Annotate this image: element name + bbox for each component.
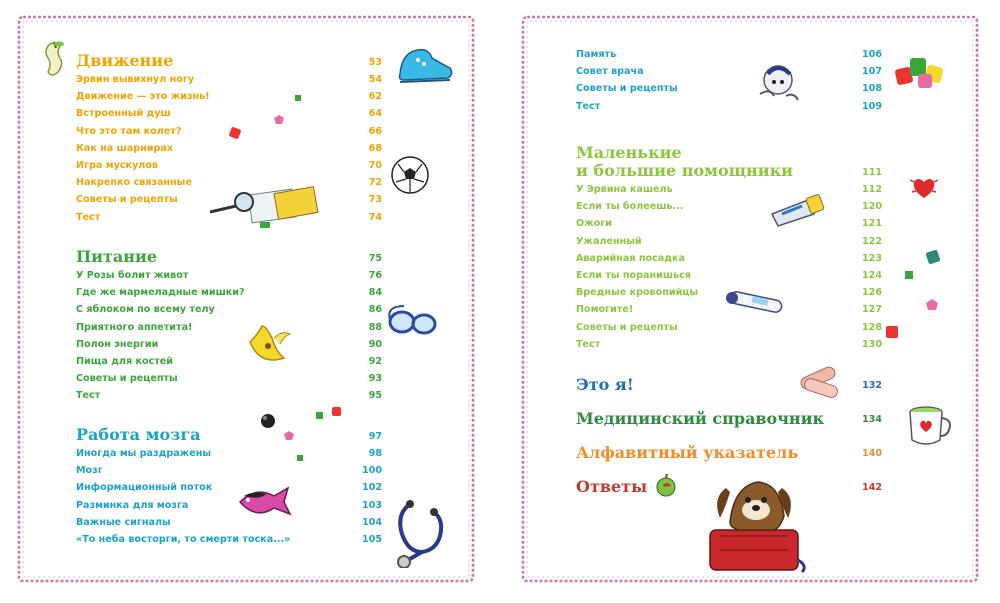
toc-entry-page: 105 — [361, 533, 382, 545]
toc-entry[interactable] — [76, 106, 382, 123]
toc-entry-title: Пища для костей — [76, 355, 174, 367]
toc-list — [76, 268, 382, 406]
toc-entry-title: Информационный поток — [76, 482, 213, 494]
toc-entry[interactable] — [76, 388, 382, 405]
toc-major-title: Это я! — [576, 375, 634, 394]
toc-entry-page: 124 — [861, 269, 882, 281]
toc-entry-page: 107 — [861, 66, 882, 78]
toc-entry-page: 68 — [368, 142, 382, 154]
toc-entry-page: 104 — [361, 516, 382, 528]
section-page: 97 — [368, 431, 382, 442]
section-page: 111 — [862, 167, 882, 178]
toc-entry-page: 92 — [368, 355, 382, 367]
toc-entry-page: 112 — [861, 184, 882, 195]
toc-entry-page: 74 — [368, 211, 382, 223]
toc-entry[interactable] — [76, 532, 382, 549]
toc-entry[interactable] — [576, 64, 882, 81]
toc-entry-page: 108 — [861, 83, 882, 95]
section-brain — [76, 422, 382, 549]
bandage-icon — [752, 54, 802, 108]
dog-suitcase-icon — [700, 476, 812, 574]
toc-entry-page: 109 — [861, 100, 882, 112]
toc-major-title: Алфавитный указатель — [576, 443, 799, 462]
toc-entry-page: 121 — [861, 218, 882, 230]
toc-entry-page: 72 — [368, 177, 382, 189]
ointment-tube-icon — [766, 192, 826, 228]
toc-entry-page: 95 — [368, 390, 382, 402]
toc-major-page: 132 — [862, 380, 882, 391]
toc-entry-title: У Розы болит живот — [76, 270, 189, 281]
toc-entry-title: Приятного аппетита! — [76, 321, 193, 333]
section-nutrition — [76, 244, 382, 406]
toc-entry-page: 62 — [368, 91, 382, 103]
toc-entry[interactable] — [76, 515, 382, 532]
toc-entry-title: Как на шарнирах — [76, 142, 174, 154]
left-page — [16, 14, 476, 584]
toc-entry-title: Ожоги — [576, 218, 613, 230]
section-title[interactable]: Питание — [76, 247, 158, 266]
toc-entry-title: Советы и рецепты — [76, 194, 178, 206]
thermometer-icon — [722, 288, 788, 316]
toc-entry[interactable] — [76, 354, 382, 371]
toc-major-entry[interactable] — [576, 434, 882, 468]
toc-entry-title: Что это там колет? — [76, 125, 182, 137]
toc-entry-page: 130 — [861, 338, 882, 350]
toc-entry-title: Полон энергии — [76, 338, 159, 350]
right-page — [520, 14, 980, 584]
heart-icon — [908, 174, 940, 202]
toc-entry-title: У Эрвина кашель — [576, 184, 673, 195]
toc-entry[interactable] — [576, 337, 882, 354]
toc-entry-title: Тест — [76, 211, 101, 223]
toc-entry[interactable] — [76, 480, 382, 497]
toc-entry[interactable] — [576, 234, 882, 251]
gummy-bears-icon — [294, 94, 302, 102]
toc-entry-page: 54 — [368, 74, 382, 85]
toc-entry-page: 98 — [368, 448, 382, 459]
toc-major-page: 140 — [862, 448, 882, 459]
toc-major-title: Ответы — [576, 477, 648, 496]
toc-entry[interactable] — [576, 47, 882, 64]
toc-entry[interactable] — [76, 302, 382, 319]
gummy-bears-icon — [272, 114, 286, 126]
apple-icon — [654, 472, 678, 498]
toc-entry-title: Встроенный душ — [76, 108, 171, 120]
toc-entry-page: 103 — [361, 499, 382, 511]
gummy-bears-icon — [892, 50, 950, 94]
toc-entry-page: 126 — [861, 287, 882, 299]
gummy-bears-icon — [314, 406, 344, 420]
toc-entry-title: Тест — [76, 390, 101, 402]
toc-entry[interactable] — [76, 285, 382, 302]
goggles-icon — [386, 302, 438, 342]
toc-major-entry[interactable] — [576, 400, 882, 434]
gummy-bears-icon — [884, 324, 900, 340]
toc-list — [576, 182, 882, 354]
toc-entry-title: Ужаленный — [576, 235, 642, 247]
section-page: 75 — [368, 253, 382, 264]
apple-core-icon — [40, 40, 68, 82]
toc-entry-title: Мозг — [76, 465, 103, 477]
toc-entry-page: 73 — [368, 194, 382, 206]
toc-entry-title: Совет врача — [576, 66, 644, 78]
toc-entry-page: 90 — [368, 338, 382, 350]
section-title[interactable]: Движение — [76, 51, 174, 70]
gummy-bears-icon — [228, 126, 242, 140]
toc-entry-title: Вредные кровопийцы — [576, 287, 699, 299]
toc-entry-page: 123 — [861, 252, 882, 264]
toc-entry-title: Тест — [576, 100, 601, 112]
magnifier-icon — [206, 182, 322, 234]
fish-icon — [234, 482, 296, 522]
toc-entry[interactable] — [76, 320, 382, 337]
gummy-bears-icon — [296, 454, 304, 462]
toc-entry-page: 128 — [861, 321, 882, 333]
toc-entry-title: Если ты болеешь... — [576, 201, 684, 213]
section-title[interactable] — [576, 144, 793, 180]
gummy-bears-icon — [258, 412, 278, 430]
gummy-bears-icon — [282, 430, 296, 442]
toc-entry[interactable] — [76, 158, 382, 175]
toc-entry-title: Аварийная посадка — [576, 252, 685, 264]
toc-entry[interactable] — [76, 446, 382, 463]
toc-entry-title: Движение — это жизнь! — [76, 91, 210, 103]
toc-entry-title: Разминка для мозга — [76, 499, 189, 511]
gummy-bears-icon — [904, 270, 914, 280]
toc-list — [576, 47, 882, 116]
toc-entry[interactable] — [76, 371, 382, 388]
toc-entry-page: 93 — [368, 373, 382, 385]
section-helpers — [576, 140, 882, 354]
toc-entry-title: Накрепко связанные — [76, 177, 192, 189]
toc-entry-title: Память — [576, 49, 617, 60]
toc-major-page: 134 — [862, 414, 882, 425]
toc-entry-title: Советы и рецепты — [576, 321, 678, 333]
section-title-line2: и большие помощники — [576, 161, 793, 180]
toc-entry[interactable] — [76, 72, 382, 89]
toc-entry-page: 127 — [861, 304, 882, 316]
toc-entry-page: 88 — [368, 321, 382, 333]
gummy-bears-icon — [924, 248, 944, 268]
toc-entry-title: Где же мармеладные мишки? — [76, 287, 245, 299]
toc-entry[interactable] — [76, 337, 382, 354]
toc-entry-title: С яблоком по всему телу — [76, 304, 215, 316]
toc-entry-title: Важные сигналы — [76, 516, 171, 528]
toc-entry[interactable] — [76, 268, 382, 285]
section-continued — [576, 47, 882, 116]
toc-entry-page: 102 — [361, 482, 382, 494]
stethoscope-icon — [390, 498, 446, 568]
toc-entry-page: 64 — [368, 108, 382, 120]
section-title[interactable]: Работа мозга — [76, 425, 201, 444]
toc-entry-page: 84 — [368, 287, 382, 299]
gummy-bears-icon — [924, 298, 940, 312]
soccer-ball-icon — [388, 154, 432, 196]
toc-entry[interactable] — [76, 141, 382, 158]
toc-list — [76, 446, 382, 549]
toc-entry-title: Советы и рецепты — [576, 83, 678, 95]
toc-entry-page: 122 — [861, 235, 882, 247]
toc-entry-title: Игра мускулов — [76, 159, 158, 171]
sneaker-icon — [394, 44, 456, 94]
toc-entry-page: 66 — [368, 125, 382, 137]
toc-entry[interactable] — [76, 89, 382, 106]
toc-entry[interactable] — [576, 268, 882, 285]
toc-entry[interactable] — [76, 463, 382, 480]
toc-entry-title: Если ты поранишься — [576, 269, 691, 281]
toc-entry[interactable] — [576, 81, 882, 98]
toc-entry-page: 76 — [368, 270, 382, 281]
toc-entry[interactable] — [576, 216, 882, 233]
toc-entry-page: 106 — [861, 49, 882, 60]
toc-entry-title: «То неба восторги, то смерти тоска...» — [76, 533, 291, 545]
bandage-strips-icon — [796, 362, 842, 402]
section-page: 53 — [368, 57, 382, 68]
toc-entry[interactable] — [576, 182, 882, 199]
banana-icon — [244, 322, 298, 366]
toc-major-page: 142 — [862, 482, 882, 493]
toc-entry[interactable] — [576, 199, 882, 216]
toc-entry-title: Тест — [576, 338, 601, 350]
toc-entry-title: Помогите! — [576, 304, 634, 316]
section-title-line1: Маленькие — [576, 143, 682, 162]
toc-entry-title: Эрвин вывихнул ногу — [76, 74, 195, 85]
toc-entry[interactable] — [576, 99, 882, 116]
toc-entry-page: 120 — [861, 201, 882, 213]
toc-entry-title: Советы и рецепты — [76, 373, 178, 385]
toc-entry-page: 86 — [368, 304, 382, 316]
toc-entry-title: Иногда мы раздражены — [76, 448, 212, 459]
toc-entry[interactable] — [576, 320, 882, 337]
toc-entry[interactable] — [76, 498, 382, 515]
toc-entry[interactable] — [576, 251, 882, 268]
toc-major-title: Медицинский справочник — [576, 409, 825, 428]
toc-entry-page: 70 — [368, 159, 382, 171]
toc-entry-page: 100 — [361, 465, 382, 477]
mug-icon — [904, 402, 956, 448]
